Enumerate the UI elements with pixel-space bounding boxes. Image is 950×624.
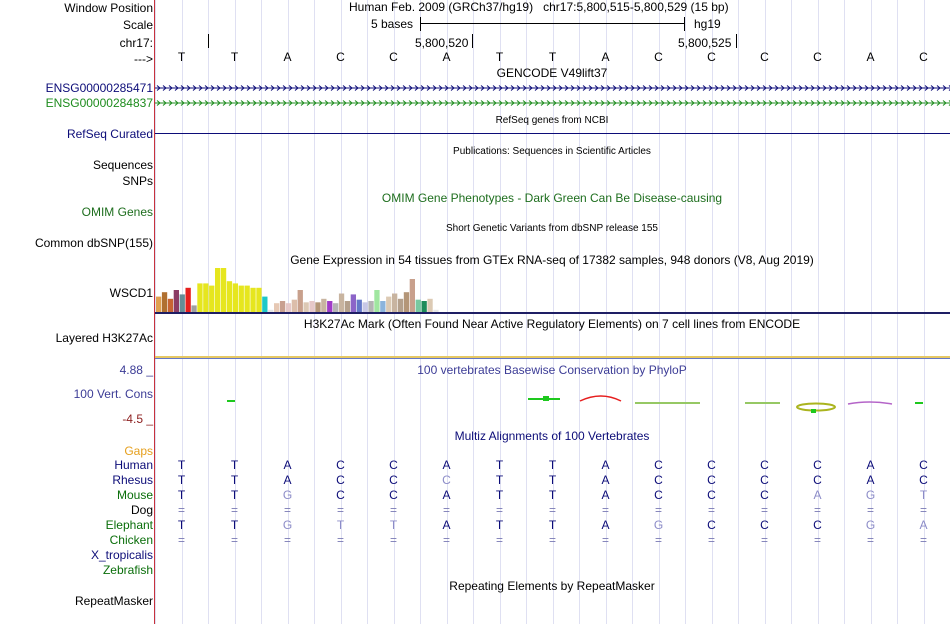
alignment-base: = <box>654 533 663 547</box>
species-label-x_tropicalis[interactable]: X_tropicalis <box>90 548 153 562</box>
alignment-base: T <box>177 473 186 487</box>
gtex-tissue-bar[interactable] <box>262 297 267 312</box>
ruler-base: A <box>283 50 292 64</box>
dbsnp-track-title: Short Genetic Variants from dbSNP release 155 <box>446 223 658 234</box>
alignment-base: C <box>654 473 663 487</box>
sequences-label[interactable]: Sequences <box>92 158 153 172</box>
gtex-tissue-bar[interactable] <box>239 286 244 312</box>
alignment-base: = <box>230 533 239 547</box>
alignment-base: G <box>282 518 293 532</box>
gencode-track-title: GENCODE V49lift37 <box>496 66 608 80</box>
gtex-tissue-bar[interactable] <box>298 290 303 312</box>
ruler-base: C <box>389 50 398 64</box>
alignment-base: A <box>919 518 928 532</box>
alignment-base: C <box>707 488 716 502</box>
h3k27ac-track-title: H3K27Ac Mark (Often Found Near Active Regulatory Elements) on 7 cell lines from ENCODE <box>303 317 801 331</box>
alignment-base: = <box>813 533 822 547</box>
scale-bar-right-tick <box>684 17 685 31</box>
alignment-base: T <box>548 518 557 532</box>
alignment-base: = <box>919 533 928 547</box>
alignment-base: = <box>442 503 451 517</box>
gtex-tissue-bar[interactable] <box>168 299 173 312</box>
ruler-base: T <box>177 50 186 64</box>
alignment-base: T <box>177 458 186 472</box>
gtex-tissue-bar[interactable] <box>309 301 314 312</box>
alignment-base: = <box>760 503 769 517</box>
alignment-base: C <box>389 458 398 472</box>
gtex-tissue-bar[interactable] <box>174 290 179 312</box>
gtex-tissue-bar[interactable] <box>250 288 255 312</box>
gtex-tissue-bar[interactable] <box>286 303 291 312</box>
ruler-base: A <box>601 50 610 64</box>
alignment-base: = <box>283 533 292 547</box>
alignment-base: C <box>760 518 769 532</box>
alignment-base: C <box>654 488 663 502</box>
alignment-base: T <box>495 488 504 502</box>
ruler-base: C <box>654 50 663 64</box>
alignment-base: A <box>442 458 451 472</box>
h3k27ac-signal-2[interactable] <box>155 358 950 359</box>
omim-track-title: OMIM Gene Phenotypes - Dark Green Can Be Disease-causing <box>381 191 723 205</box>
alignment-base: = <box>601 533 610 547</box>
gtex-tissue-bar[interactable] <box>433 310 438 312</box>
alignment-base: = <box>866 533 875 547</box>
alignment-base: = <box>707 503 716 517</box>
alignment-base: T <box>230 458 239 472</box>
alignment-base: T <box>495 473 504 487</box>
position-title-text: Human Feb. 2009 (GRCh37/hg19) chr17:5,800,515-5,800,529 (15 bp) <box>349 0 729 14</box>
alignment-base: = <box>336 533 345 547</box>
alignment-base: C <box>442 473 451 487</box>
gtex-tissue-bar[interactable] <box>292 300 297 312</box>
alignment-base: = <box>230 503 239 517</box>
ruler-base: C <box>707 50 716 64</box>
gencode-gene-lines[interactable] <box>155 81 950 111</box>
alignment-base: T <box>336 518 345 532</box>
alignment-base: A <box>442 488 451 502</box>
gtex-track-title: Gene Expression in 54 tissues from GTEx RNA-seq of 17382 samples, 948 donors (V8, Aug 2019) <box>290 253 814 267</box>
ensg-1-label[interactable]: ENSG00000285471 <box>45 81 153 95</box>
alignment-base: A <box>283 473 292 487</box>
ruler-base: T <box>548 50 557 64</box>
gtex-tissue-bar[interactable] <box>410 279 415 312</box>
gtex-tissue-bar[interactable] <box>321 299 326 312</box>
alignment-base: = <box>654 503 663 517</box>
alignment-base: C <box>813 458 822 472</box>
species-label-elephant[interactable]: Elephant <box>105 518 153 532</box>
phylop-max-value: 4.88 _ <box>119 363 153 377</box>
gtex-tissue-bar[interactable] <box>268 310 273 312</box>
gtex-tissue-bar[interactable] <box>345 301 350 312</box>
alignment-base: T <box>919 488 928 502</box>
alignment-base: A <box>601 518 610 532</box>
scale-bar-left-tick <box>420 17 421 31</box>
gtex-tissue-bar[interactable] <box>392 294 397 312</box>
alignment-base: A <box>283 458 292 472</box>
ruler-base: T <box>495 50 504 64</box>
ruler-base: C <box>813 50 822 64</box>
alignment-base: C <box>389 488 398 502</box>
phylop-conservation-plot[interactable] <box>155 390 950 418</box>
strand-label: ---> <box>134 52 153 66</box>
gtex-tissue-bar[interactable] <box>256 288 261 312</box>
alignment-base: = <box>283 503 292 517</box>
alignment-base: T <box>230 473 239 487</box>
alignment-base: = <box>813 503 822 517</box>
alignment-base: C <box>707 518 716 532</box>
gtex-tissue-bar[interactable] <box>404 292 409 312</box>
refseq-track-title: RefSeq genes from NCBI <box>495 115 609 126</box>
scale-label: Scale <box>122 18 153 32</box>
alignment-base: C <box>813 473 822 487</box>
alignment-base: A <box>866 473 875 487</box>
gtex-tissue-bar[interactable] <box>398 299 403 312</box>
alignment-base: A <box>601 458 610 472</box>
alignment-base: C <box>760 488 769 502</box>
alignment-base: C <box>919 473 928 487</box>
ruler-coord-1: 5,800,520 <box>415 36 469 50</box>
alignment-base: C <box>813 518 822 532</box>
alignment-base: T <box>548 458 557 472</box>
alignment-base: = <box>548 533 557 547</box>
omim-genes-label[interactable]: OMIM Genes <box>81 205 153 219</box>
alignment-base: T <box>548 473 557 487</box>
alignment-base: = <box>336 503 345 517</box>
ruler-base: A <box>866 50 875 64</box>
ruler-base: C <box>760 50 769 64</box>
gtex-tissue-bar[interactable] <box>156 297 161 312</box>
chromosome-label: chr17: <box>119 36 153 50</box>
alignment-base: = <box>177 533 186 547</box>
gtex-tissue-bar[interactable] <box>368 301 373 312</box>
gtex-tissue-bar[interactable] <box>180 294 185 312</box>
gaps-label[interactable]: Gaps <box>124 444 153 458</box>
snps-label[interactable]: SNPs <box>122 174 153 188</box>
gtex-tissue-bar[interactable] <box>304 302 309 312</box>
species-label-chicken[interactable]: Chicken <box>109 533 153 547</box>
phylop-track-title: 100 vertebrates Basewise Conservation by PhyloP <box>417 363 687 377</box>
alignment-base: G <box>865 488 876 502</box>
ruler-base: A <box>442 50 451 64</box>
gtex-tissue-bar[interactable] <box>203 283 208 312</box>
alignment-base: = <box>177 503 186 517</box>
ruler-tick <box>208 34 209 48</box>
alignment-base: C <box>760 458 769 472</box>
gtex-tissue-bar[interactable] <box>333 303 338 312</box>
alignment-base: A <box>866 458 875 472</box>
gtex-tissue-bar[interactable] <box>363 302 368 312</box>
gtex-tissue-bar[interactable] <box>315 302 320 312</box>
gtex-expression-bars[interactable] <box>155 267 950 315</box>
gtex-tissue-bar[interactable] <box>245 286 250 312</box>
ruler-coord-2: 5,800,525 <box>678 36 732 50</box>
window-position-label: Window Position <box>64 1 153 15</box>
gtex-tissue-bar[interactable] <box>233 283 238 312</box>
phylop-label[interactable]: 100 Vert. Cons <box>73 387 153 401</box>
repeatmasker-label[interactable]: RepeatMasker <box>74 594 153 608</box>
gtex-tissue-bar[interactable] <box>162 292 167 312</box>
alignment-base: T <box>548 488 557 502</box>
species-label-zebrafish[interactable]: Zebrafish <box>102 563 153 577</box>
gtex-tissue-bar[interactable] <box>227 281 232 312</box>
ruler-base: C <box>336 50 345 64</box>
alignment-base: C <box>707 473 716 487</box>
alignment-base: = <box>760 533 769 547</box>
scale-bases-text: 5 bases <box>371 17 414 31</box>
alignment-base: T <box>495 518 504 532</box>
gtex-tissue-bar[interactable] <box>274 303 279 312</box>
alignment-base: A <box>601 473 610 487</box>
publications-track-title: Publications: Sequences in Scientific Articles <box>453 146 651 157</box>
position-title <box>349 0 729 14</box>
alignment-base: = <box>495 503 504 517</box>
alignment-base: C <box>389 473 398 487</box>
alignment-base: = <box>389 503 398 517</box>
alignment-base: G <box>282 488 293 502</box>
alignment-base: C <box>919 458 928 472</box>
alignment-base: A <box>442 518 451 532</box>
alignment-base: T <box>230 488 239 502</box>
ensg-2-label[interactable]: ENSG00000284837 <box>45 96 153 110</box>
alignment-base: C <box>336 473 345 487</box>
alignment-base: = <box>866 503 875 517</box>
gtex-tissue-bar[interactable] <box>197 283 202 312</box>
scale-assembly-text: hg19 <box>694 17 721 31</box>
alignment-base: T <box>230 518 239 532</box>
gtex-tissue-bar[interactable] <box>380 301 385 312</box>
gtex-tissue-bar[interactable] <box>280 301 285 312</box>
species-label-dog[interactable]: Dog <box>130 503 153 517</box>
gtex-tissue-bar[interactable] <box>191 305 196 312</box>
phylop-min-value: -4.5 _ <box>122 412 153 426</box>
h3k27ac-label[interactable]: Layered H3K27Ac <box>55 331 153 345</box>
alignment-base: A <box>601 488 610 502</box>
refseq-gene-line[interactable] <box>155 133 950 134</box>
alignment-base: C <box>336 488 345 502</box>
alignment-base: T <box>495 458 504 472</box>
ruler-base: T <box>230 50 239 64</box>
alignment-base: C <box>336 458 345 472</box>
species-label-mouse[interactable]: Mouse <box>116 488 153 502</box>
common-dbsnp-label[interactable]: Common dbSNP(155) <box>34 236 153 250</box>
alignment-base: T <box>177 518 186 532</box>
gtex-tissue-bar[interactable] <box>374 290 379 312</box>
alignment-base: = <box>389 533 398 547</box>
gtex-tissue-bar[interactable] <box>209 286 214 312</box>
alignment-base: T <box>389 518 398 532</box>
ruler-tick <box>736 34 737 48</box>
gtex-tissue-bar[interactable] <box>422 301 427 312</box>
species-label-human[interactable]: Human <box>114 458 153 472</box>
alignment-base: G <box>653 518 664 532</box>
alignment-base: C <box>760 473 769 487</box>
alignment-base: = <box>601 503 610 517</box>
alignment-base: T <box>177 488 186 502</box>
ruler-tick <box>472 34 473 48</box>
species-label-rhesus[interactable]: Rhesus <box>112 473 153 487</box>
alignment-base: = <box>442 533 451 547</box>
gtex-tissue-bar[interactable] <box>186 288 191 312</box>
alignment-base: G <box>865 518 876 532</box>
gtex-tissue-bar[interactable] <box>351 294 356 312</box>
alignment-base: = <box>919 503 928 517</box>
alignment-base: = <box>548 503 557 517</box>
gtex-tissue-bar[interactable] <box>221 268 226 312</box>
alignment-base: = <box>707 533 716 547</box>
ruler-base: C <box>919 50 928 64</box>
alignment-base: A <box>813 488 822 502</box>
gtex-tissue-bar[interactable] <box>339 294 344 312</box>
alignment-base: = <box>495 533 504 547</box>
scale-bar <box>420 23 684 24</box>
gtex-tissue-bar[interactable] <box>386 297 391 312</box>
gtex-gene-label[interactable]: WSCD1 <box>109 286 153 300</box>
gtex-tissue-bar[interactable] <box>357 300 362 312</box>
repeatmasker-track-title: Repeating Elements by RepeatMasker <box>449 579 655 593</box>
multiz-track-title: Multiz Alignments of 100 Vertebrates <box>454 429 650 443</box>
gtex-tissue-bar[interactable] <box>327 301 332 312</box>
refseq-curated-label[interactable]: RefSeq Curated <box>66 127 153 141</box>
alignment-base: C <box>654 458 663 472</box>
gtex-tissue-bar[interactable] <box>427 299 432 312</box>
gtex-tissue-bar[interactable] <box>416 300 421 312</box>
gtex-tissue-bar[interactable] <box>215 268 220 312</box>
alignment-base: C <box>707 458 716 472</box>
